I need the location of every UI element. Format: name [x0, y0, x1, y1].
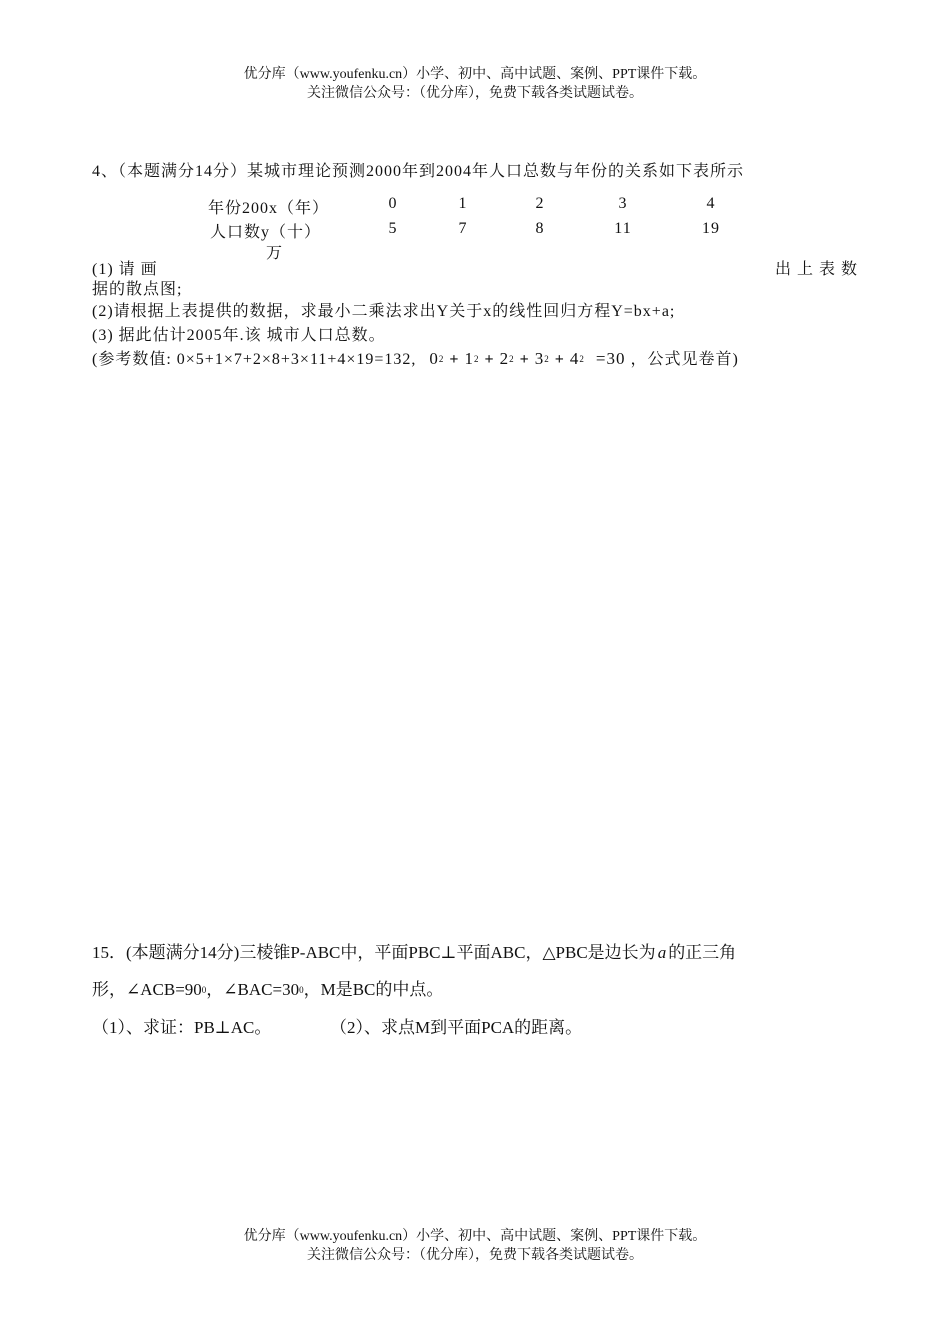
- ref-square-1: $1^2$: [464, 349, 480, 368]
- ref-square-0: $0^2$: [429, 349, 445, 368]
- ref-suffix: ，公式见卷首): [630, 351, 739, 368]
- q4-title: 4、（本题满分14分）某城市理论预测2000年到2004年人口总数与年份的关系如下表所示: [92, 163, 745, 180]
- q15-part2: （2）、求点M到平面PCA的距离。: [330, 1018, 583, 1037]
- ref-square-4: $4^2$: [569, 349, 585, 368]
- table-x-1: 1: [458, 195, 468, 212]
- table-row2-label-unit: 万: [266, 245, 284, 262]
- q15-part1: （1）、求证：PB⊥AC。: [92, 1018, 272, 1037]
- header-line-2: 关注微信公众号：（优分库），免费下载各类试题试卷。: [307, 86, 643, 101]
- q15-line2: 形，$\angle ACB=90^0$，$\angle BAC=30^0$，M是BC的中点。: [92, 980, 444, 999]
- q4-part1-cont: 据的散点图;: [92, 281, 183, 298]
- footer-line-2: 关注微信公众号：（优分库），免费下载各类试题试卷。: [307, 1248, 643, 1263]
- table-y-3: 11: [614, 220, 632, 237]
- table-y-4: 19: [702, 220, 720, 237]
- footer-line-1: 优分库（www.youfenku.cn）小学、初中、高中试题、案例、PPT课件下载。: [243, 1229, 707, 1244]
- header-line-1: 优分库（www.youfenku.cn）小学、初中、高中试题、案例、PPT课件下载。: [243, 67, 707, 82]
- q4-part2: (2)请根据上表提供的数据，求最小二乘法求出Y关于x的线性回归方程Y=bx+a;: [92, 303, 676, 320]
- q4-reference-values: (参考数值: 0×5+1×7+2×8+3×11+4×19=132, $0^2 + 1^2 + 2^2 + 3^2 + 4^2 =30$ ，公式见卷首): [92, 349, 739, 368]
- table-x-3: 3: [618, 195, 628, 212]
- ref-square-2: $2^2$: [499, 349, 515, 368]
- table-y-0: 5: [388, 220, 398, 237]
- table-row1-label: 年份200x（年）: [208, 200, 330, 217]
- table-y-2: 8: [535, 220, 545, 237]
- table-y-1: 7: [458, 220, 468, 237]
- table-row2-label: 人口数y（十）: [210, 224, 322, 241]
- ref-prefix: (参考数值: 0×5+1×7+2×8+3×11+4×19=132,: [92, 351, 417, 368]
- q15-line1: 15．(本题满分14分)三棱锥P-ABC中，平面PBC⊥平面ABC，△PBC是边长为 a 的正三角: [92, 943, 737, 962]
- q4-part1-left: (1) 请 画: [92, 261, 158, 278]
- table-x-2: 2: [535, 195, 545, 212]
- q4-part3: (3) 据此估计2005年.该 城市人口总数。: [92, 327, 386, 344]
- table-x-0: 0: [388, 195, 398, 212]
- ref-result: =30: [595, 349, 626, 368]
- ref-square-3: $3^2$: [534, 349, 550, 368]
- table-x-4: 4: [706, 195, 716, 212]
- q15-variable-a: a: [657, 943, 667, 962]
- q4-part1-right: 出 上 表 数: [775, 261, 859, 278]
